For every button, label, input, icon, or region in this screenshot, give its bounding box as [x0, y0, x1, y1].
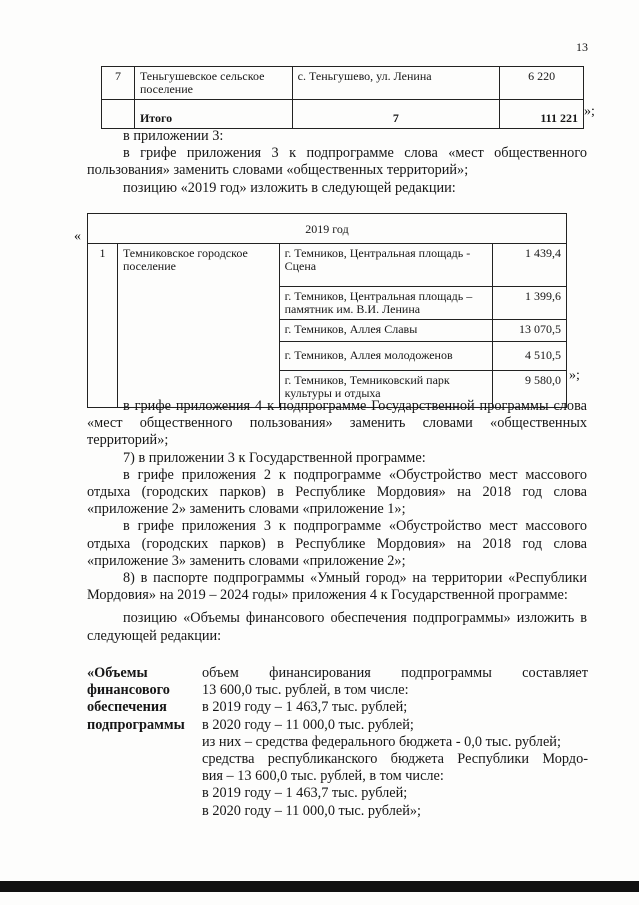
paragraph: в грифе приложения 4 к подпрограмме Государственной программы слова «мест общественного пользования» заменить словами «общественных территорий»;	[87, 398, 587, 449]
year-header: 2019 год	[88, 214, 567, 244]
paragraph-block-b	[87, 398, 587, 645]
territory-address: г. Темников, Аллея молодоженов	[279, 342, 492, 371]
paragraph: в грифе приложения 3 к подпрограмме слова «мест общественного пользования» заменить словами «общественных территорий»;	[87, 145, 587, 179]
financing-line: средства республиканского бюджета Республики Мордо-	[202, 751, 588, 768]
paragraph: в грифе приложения 2 к подпрограмме «Обустройство мест массового отдыха (городских парков) в Республике Мордовия» на 2018 год слова «приложение 2» заменить словами «приложение 1»;	[87, 466, 587, 518]
territory-address: г. Темников, Центральная площадь - Сцена	[279, 244, 492, 287]
opening-quote: «	[74, 229, 81, 244]
territory-address: г. Темников, Темниковский парк культуры и отдыха	[279, 371, 492, 408]
financing-line: в 2019 году – 1 463,7 тыс. рублей;	[202, 785, 408, 802]
closing-quote-1: »;	[584, 104, 595, 119]
paragraph: позицию «Объемы финансового обеспечения подпрограммы» изложить в следующей редакции:	[87, 610, 587, 644]
territory-value: 9 580,0	[493, 371, 567, 408]
territory-value: 1 439,4	[493, 244, 567, 287]
financing-line: вия – 13 600,0 тыс. рублей, в том числе:	[202, 768, 444, 785]
territory-value: 4 510,5	[493, 342, 567, 371]
territories-table-end	[101, 66, 584, 129]
financing-line: в 2020 году – 11 000,0 тыс. рублей;	[202, 716, 414, 733]
page-number: 13	[576, 40, 588, 54]
heading-line: «Объемы	[87, 665, 148, 681]
settlement-name: Теньгушевское сельское поселение	[134, 67, 292, 100]
financing-heading	[87, 665, 185, 734]
financing-line: в 2020 году – 11 000,0 тыс. рублей»;	[202, 802, 421, 819]
financing-line: из них – средства федерального бюджета - 0,0 тыс. рублей;	[202, 733, 561, 750]
settlement-name: Темниковское городское поселение	[117, 244, 279, 408]
year-2019-table	[87, 213, 567, 408]
heading-line: подпрограммы	[87, 716, 185, 733]
territory-value: 6 220	[500, 67, 584, 100]
scan-edge-bar	[0, 881, 639, 892]
row-number: 7	[102, 67, 135, 100]
table-row	[88, 244, 567, 287]
total-row	[102, 100, 584, 129]
paragraph: 7) в приложении 3 к Государственной программе:	[123, 449, 426, 466]
total-label: Итого	[134, 100, 292, 129]
closing-quote-2: »;	[569, 368, 580, 383]
territory-value: 13 070,5	[493, 320, 567, 342]
territory-address: с. Теньгушево, ул. Ленина	[292, 67, 500, 100]
table-row	[102, 67, 584, 100]
territory-address: г. Темников, Аллея Славы	[279, 320, 492, 342]
territory-value: 1 399,6	[493, 287, 567, 320]
total-value: 111 221	[500, 100, 584, 129]
paragraph: в приложении 3:	[123, 128, 224, 144]
financing-line: объем финансирования подпрограммы составляет	[202, 665, 588, 681]
paragraph: в грифе приложения 3 к подпрограмме «Обустройство мест массового отдыха (городских парков) в Республике Мордовия» на 2018 год слова «приложение 3» заменить словами «приложение 2»;	[87, 518, 587, 569]
financing-line: 13 600,0 тыс. рублей, в том числе:	[202, 682, 409, 699]
financing-line: в 2019 году – 1 463,7 тыс. рублей;	[202, 699, 408, 716]
table-header-row	[88, 214, 567, 244]
row-number: 1	[88, 244, 118, 408]
territory-address: г. Темников, Центральная площадь – памятник им. В.И. Ленина	[279, 287, 492, 320]
heading-line: обеспечения	[87, 699, 167, 716]
paragraph: позицию «2019 год» изложить в следующей редакции:	[123, 179, 456, 196]
paragraph: 8) в паспорте подпрограммы «Умный город» на территории «Республики Мордовия» на 2019 – 2024 годы» приложения 4 к Государственной программе:	[87, 570, 587, 604]
total-count: 7	[292, 100, 500, 129]
paragraph-block-a	[87, 128, 587, 197]
heading-line: финансового	[87, 682, 170, 699]
financing-text	[202, 665, 588, 820]
